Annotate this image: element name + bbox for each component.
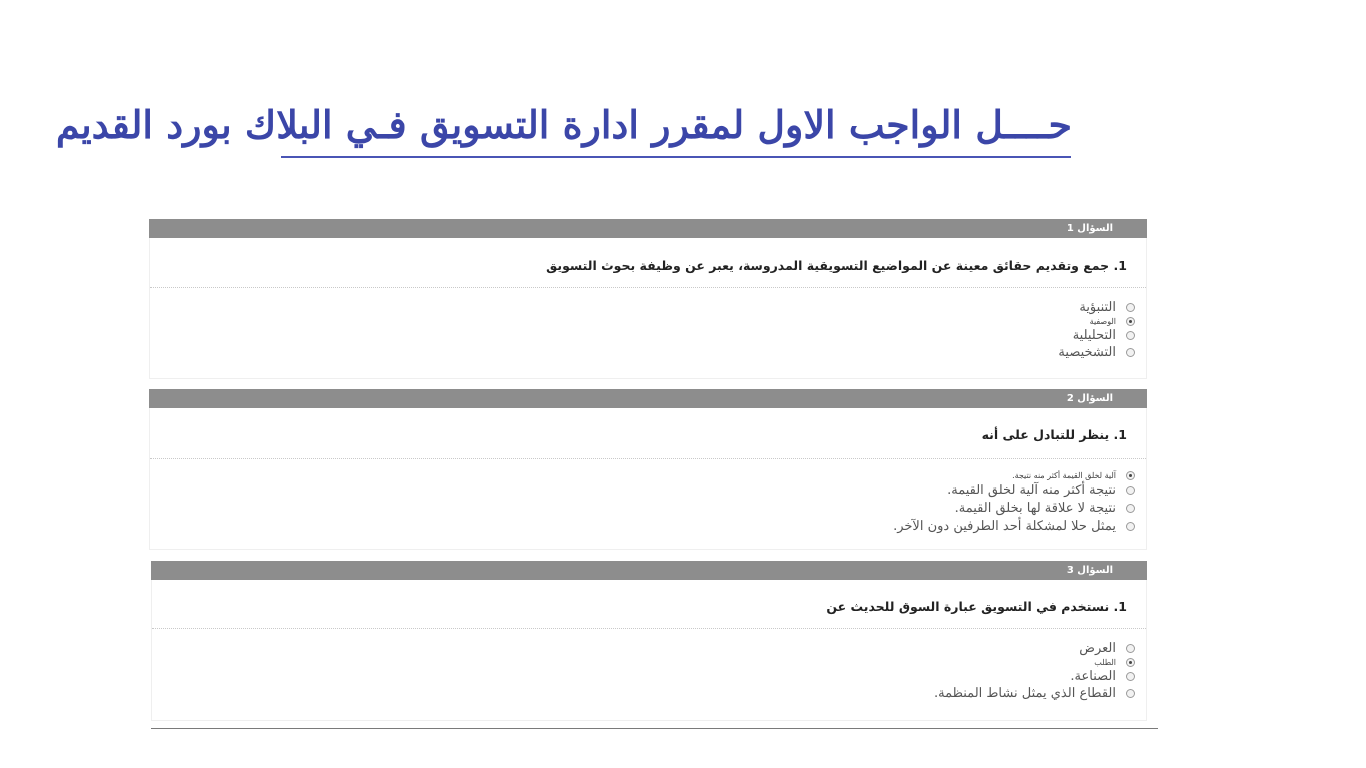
answer-option[interactable] xyxy=(150,299,1135,315)
radio-button-selected[interactable] xyxy=(1126,471,1135,480)
radio-button[interactable] xyxy=(1126,644,1135,653)
radio-button-selected[interactable] xyxy=(1126,658,1135,667)
radio-button[interactable] xyxy=(1126,672,1135,681)
option-label: التنبؤية xyxy=(1079,299,1116,315)
radio-button[interactable] xyxy=(1126,486,1135,495)
option-label: الصناعة. xyxy=(1070,668,1116,684)
question-card-2 xyxy=(149,389,1147,550)
question-number-label: السؤال 1 xyxy=(1066,223,1113,234)
question-text: 1. ينظر للتبادل على أنه xyxy=(981,427,1127,442)
question-text: 1. جمع وتقديم حقائق معينة عن المواضيع التسويقية المدروسة، يعبر عن وظيفة بحوث التسويق xyxy=(546,258,1127,273)
answer-option[interactable] xyxy=(150,343,1135,361)
answer-option[interactable] xyxy=(150,315,1135,327)
answer-option[interactable] xyxy=(150,482,1135,499)
question-number-label: السؤال 2 xyxy=(1066,393,1113,404)
answer-option[interactable] xyxy=(152,656,1135,668)
question-header xyxy=(151,561,1147,580)
question-header xyxy=(149,389,1147,408)
answer-option[interactable] xyxy=(150,468,1135,482)
option-label: التحليلية xyxy=(1072,327,1116,343)
radio-button[interactable] xyxy=(1126,331,1135,340)
answer-option[interactable] xyxy=(152,668,1135,684)
option-label: نتيجة أكثر منه آلية لخلق القيمة. xyxy=(947,483,1116,498)
question-body xyxy=(149,408,1147,550)
answer-option[interactable] xyxy=(152,684,1135,703)
question-number-label: السؤال 3 xyxy=(1066,565,1113,576)
option-label: يمثل حلا لمشكلة أحد الطرفين دون الآخر. xyxy=(893,518,1116,534)
option-label: نتيجة لا علاقة لها بخلق القيمة. xyxy=(954,500,1116,516)
answer-option[interactable] xyxy=(152,640,1135,656)
option-label: آلية لخلق القيمة أكثر منه نتيجة. xyxy=(1012,470,1116,480)
question-body xyxy=(149,238,1147,379)
page-title: حــــل الواجب الاول لمقرر ادارة التسويق فـي البلاك بورد القديم xyxy=(55,102,1072,147)
radio-button[interactable] xyxy=(1126,303,1135,312)
answer-options xyxy=(152,629,1146,703)
radio-button[interactable] xyxy=(1126,504,1135,513)
question-card-1 xyxy=(149,219,1147,379)
answer-options xyxy=(150,459,1146,535)
title-underline xyxy=(281,156,1071,158)
question-card-3 xyxy=(151,561,1147,721)
radio-button-selected[interactable] xyxy=(1126,317,1135,326)
radio-button[interactable] xyxy=(1126,689,1135,698)
radio-button[interactable] xyxy=(1126,348,1135,357)
answer-option[interactable] xyxy=(150,499,1135,517)
answer-option[interactable] xyxy=(150,517,1135,535)
option-label: الوصفية xyxy=(1089,316,1116,326)
option-label: القطاع الذي يمثل نشاط المنظمة. xyxy=(933,686,1116,701)
option-label: العرض xyxy=(1079,640,1116,656)
question-header xyxy=(149,219,1147,238)
answer-option[interactable] xyxy=(150,327,1135,343)
answer-options xyxy=(150,288,1146,361)
option-label: التشخيصية xyxy=(1058,344,1116,360)
question-body xyxy=(151,580,1147,721)
bottom-rule xyxy=(151,728,1158,729)
question-text: 1. نستخدم في التسويق عبارة السوق للحديث عن xyxy=(826,599,1127,614)
option-label: الطلب xyxy=(1094,657,1116,667)
radio-button[interactable] xyxy=(1126,522,1135,531)
